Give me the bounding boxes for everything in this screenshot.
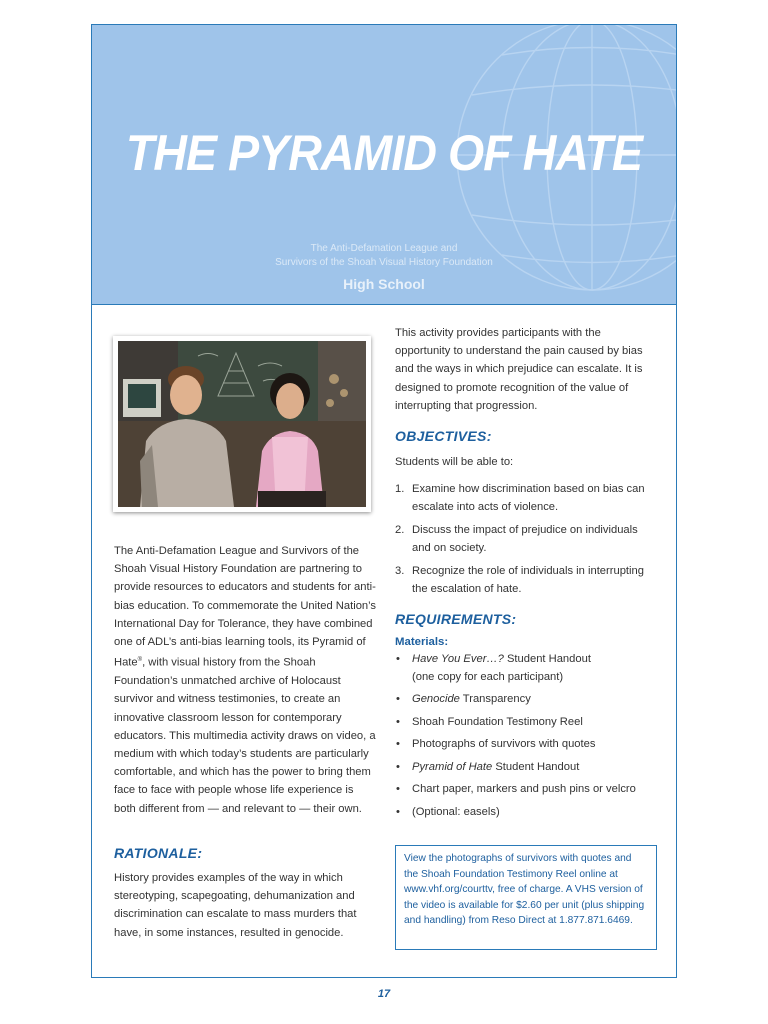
partnership-text-part-2: , with visual history from the Shoah Foundation’s unmatched archive of Holocaust survivor and witness testimonies, to create an innovative classroom lesson for contemporary educators. This multimedia activity draws on video, a medium with which today’s students are particularly comfortable, and which has the power to bring them face to face with people whose life experience is both different from — and relevant to — their own. <box>114 656 376 815</box>
rationale-section <box>114 845 376 942</box>
material-item <box>395 736 657 754</box>
title-banner <box>92 25 676 305</box>
bullet-icon: • <box>396 653 400 666</box>
banner-subtitle-line-1: The Anti-Defamation League and <box>310 243 458 254</box>
objective-item <box>395 522 657 557</box>
page-title: THE PYRAMID OF HATE <box>125 125 643 181</box>
objective-item <box>395 563 657 598</box>
students-photo-image <box>118 341 366 507</box>
banner-subtitle <box>92 242 676 270</box>
partnership-text-part-1: The Anti-Defamation League and Survivors of the Shoah Visual History Foundation are partnering to provide resources to educators and students for anti-bias education. To commemorate the United Nation’s International Day for Tolerance, they have combined one of ADL’s anti-bias learning tools, its Pyramid of Hate <box>114 545 377 669</box>
objective-text: Examine how discrimination based on bias can escalate into acts of violence. <box>412 483 645 513</box>
partnership-paragraph <box>114 542 376 818</box>
material-text: Photographs of survivors with quotes <box>412 738 596 751</box>
material-item <box>395 759 657 777</box>
materials-label: Materials: <box>395 636 449 649</box>
bullet-icon: • <box>396 805 400 818</box>
availability-note-text: View the photographs of survivors with quotes and the Shoah Foundation Testimony Reel online at www.vhf.org/courttv, free of charge. A VHS version of the video is available for $2.60 per unit (plus shipping and handling) from Reso Direct at 1.877.871.6469. <box>404 853 645 927</box>
registered-mark: ® <box>137 657 143 664</box>
bullet-icon: • <box>396 693 400 706</box>
material-title: Genocide <box>412 693 460 706</box>
material-text: (Optional: easels) <box>412 805 500 818</box>
banner-subtitle-line-2: Survivors of the Shoah Visual History Foundation <box>275 257 493 268</box>
material-title: Pyramid of Hate <box>412 760 493 773</box>
availability-note-box <box>395 845 657 950</box>
objective-text: Recognize the role of individuals in interrupting the escalation of hate. <box>412 565 644 595</box>
material-title: Have You Ever…? <box>412 653 504 666</box>
grade-level: High School <box>343 276 425 292</box>
rationale-heading: RATIONALE: <box>114 845 203 861</box>
objectives-heading: OBJECTIVES: <box>395 428 492 445</box>
material-item <box>395 804 657 822</box>
material-text: Student Handout <box>492 760 580 773</box>
material-item <box>395 714 657 732</box>
objective-number: 1. <box>395 483 405 496</box>
material-text: Student Handout <box>503 653 591 666</box>
left-intro-column <box>114 542 376 818</box>
objectives-list <box>395 481 657 598</box>
material-text: Transparency <box>459 693 531 706</box>
page-number: 17 <box>377 988 391 1000</box>
objective-number: 3. <box>395 565 405 578</box>
right-column <box>395 324 657 826</box>
objectives-lead: Students will be able to: <box>395 456 514 469</box>
intro-paragraph: This activity provides participants with the opportunity to understand the pain caused by bias and the ways in which prejudice can escalate. It is designed to promote recognition of the value of interrupting that progression. <box>395 327 643 412</box>
materials-list <box>395 651 657 821</box>
material-item <box>395 781 657 799</box>
objective-item <box>395 481 657 516</box>
material-text: Shoah Foundation Testimony Reel <box>412 715 583 728</box>
bullet-icon: • <box>396 738 400 751</box>
bullet-icon: • <box>396 760 400 773</box>
objective-number: 2. <box>395 524 405 537</box>
material-text: Chart paper, markers and push pins or velcro <box>412 783 636 796</box>
bullet-icon: • <box>396 715 400 728</box>
material-item <box>395 691 657 709</box>
rationale-text: History provides examples of the way in which stereotyping, scapegoating, dehumanization and discrimination can escalate to mass murders that have, in some instances, resulted in genocide. <box>114 872 357 939</box>
requirements-heading: REQUIREMENTS: <box>395 611 517 628</box>
material-item <box>395 651 657 686</box>
bullet-icon: • <box>396 783 400 796</box>
objective-text: Discuss the impact of prejudice on individuals and on society. <box>412 524 638 554</box>
classroom-photo <box>113 336 371 512</box>
material-subtext: (one copy for each participant) <box>412 670 564 683</box>
